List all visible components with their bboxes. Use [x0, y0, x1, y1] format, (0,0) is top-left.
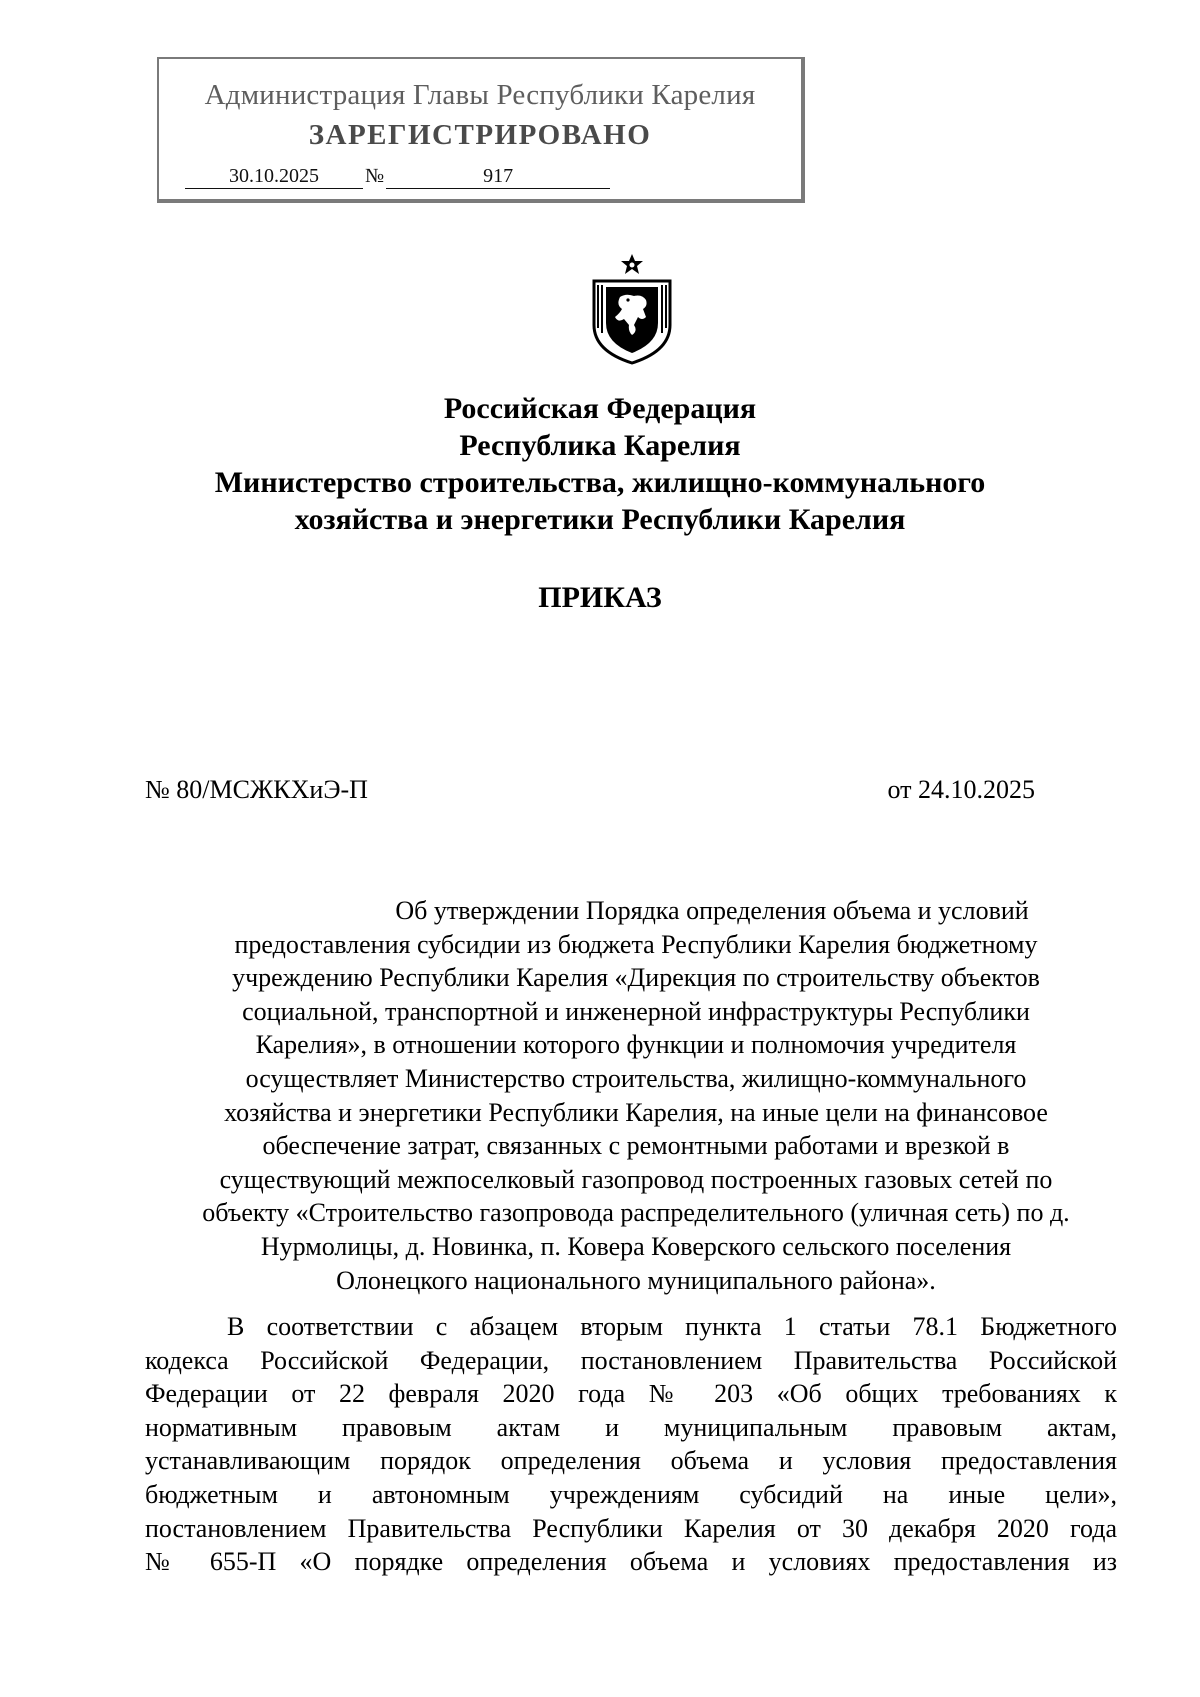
body-line: нормативным правовым актам и муниципальным правовым актам,	[145, 1412, 1117, 1442]
document-type-title: ПРИКАЗ	[538, 581, 662, 614]
body-line: В соответствии с абзацем вторым пункта 1 статьи 78.1 Бюджетного	[227, 1312, 1117, 1341]
header-ministry-line2: хозяйства и энергетики Республики Карелия	[294, 503, 906, 536]
order-subject	[145, 894, 1127, 1297]
subject-line: объекту «Строительство газопровода распределительного (уличная сеть) по д.	[202, 1198, 1070, 1228]
header-ministry-line1: Министерство строительства, жилищно-коммунального	[214, 466, 986, 499]
stamp-organization: Администрация Главы Республики Карелия	[204, 79, 756, 111]
karelia-coat-of-arms-icon	[582, 253, 682, 368]
subject-line: существующий межпоселковый газопровод построенных газовых сетей по	[219, 1164, 1053, 1194]
stamp-registration-line	[185, 164, 610, 189]
stamp-number: 917	[386, 164, 610, 189]
stamp-date: 30.10.2025	[185, 164, 363, 189]
subject-line: Об утверждении Порядка определения объема и условий	[395, 896, 1029, 925]
header-country: Российская Федерация	[443, 392, 757, 425]
subject-line: обеспечение затрат, связанных с ремонтными работами и врезкой в	[262, 1131, 1010, 1161]
order-number: № 80/МСЖКХиЭ-П	[145, 775, 368, 804]
body-line: устанавливающим порядок определения объема и условия предоставления	[145, 1446, 1117, 1476]
subject-line: Нурмолицы, д. Новинка, п. Ковера Коверского сельского поселения	[260, 1231, 1012, 1261]
body-line: № 655-П «О порядке определения объема и условиях предоставления из	[145, 1547, 1117, 1577]
subject-line: Олонецкого национального муниципального района».	[336, 1265, 936, 1295]
body-paragraph	[145, 1310, 1117, 1579]
header-republic: Республика Карелия	[459, 429, 741, 462]
body-line: кодекса Российской Федерации, постановлением Правительства Российской	[145, 1345, 1117, 1375]
document-header	[0, 390, 1200, 538]
subject-line: учреждению Республики Карелия «Дирекция по строительству объектов	[232, 963, 1040, 993]
stamp-number-sign: №	[365, 165, 385, 187]
order-date: от 24.10.2025	[887, 775, 1035, 804]
body-line: бюджетным и автономным учреждениям субсидий на иные цели»,	[145, 1479, 1117, 1509]
registration-stamp	[157, 57, 805, 203]
body-line: Федерации от 22 февраля 2020 года № 203 «Об общих требованиях к	[145, 1379, 1117, 1409]
subject-line: Карелия», в отношении которого функции и полномочия учредителя	[255, 1030, 1017, 1060]
stamp-status: ЗАРЕГИСТРИРОВАНО	[308, 119, 652, 151]
subject-line: хозяйства и энергетики Республики Карелия, на иные цели на финансовое	[224, 1097, 1048, 1127]
subject-line: социальной, транспортной и инженерной инфраструктуры Республики	[242, 996, 1030, 1026]
subject-line: осуществляет Министерство строительства, жилищно-коммунального	[245, 1063, 1027, 1093]
body-line: постановлением Правительства Республики Карелия от 30 декабря 2020 года	[145, 1513, 1117, 1543]
subject-line: предоставления субсидии из бюджета Республики Карелия бюджетному	[234, 929, 1038, 959]
